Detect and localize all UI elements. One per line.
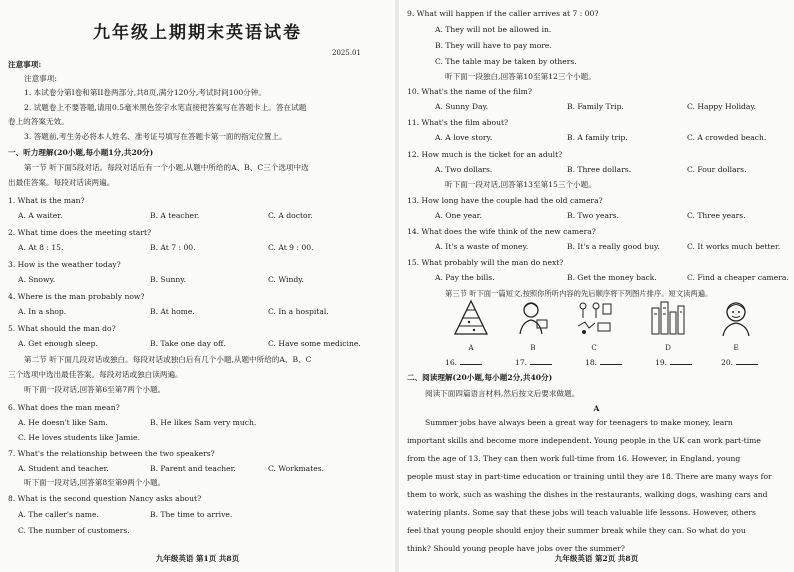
picture-label-b: B bbox=[530, 344, 536, 352]
smiling-boy-picture bbox=[717, 298, 755, 338]
option-3a: A. Snowy. bbox=[18, 275, 56, 284]
part-2-instruction-cont: 三个选项中选出最佳答案。每段对话或独白读两遍。 bbox=[8, 370, 183, 379]
activities-picture bbox=[575, 298, 613, 338]
question-4: 4. Where is the man probably now? bbox=[8, 292, 145, 301]
option-7a: A. Student and teacher. bbox=[18, 464, 109, 473]
option-9b: B. They will have to pay more. bbox=[435, 41, 552, 50]
listening-note: 听下面一段独白,回答第10至第12三个小题。 bbox=[445, 72, 596, 81]
part-instruction-cont: 出最佳答案。每段对话读两遍。 bbox=[8, 178, 115, 187]
option-1b: B. A teacher. bbox=[150, 211, 200, 220]
option-14b: B. It's a really good buy. bbox=[567, 242, 660, 251]
option-6b: B. He likes Sam very much. bbox=[150, 418, 257, 427]
exam-date: 2025.01 bbox=[332, 49, 361, 57]
answer-blank-19[interactable]: 19. bbox=[655, 356, 692, 368]
reading-instruction: 阅读下面四篇语言材料,然后按文后要求做题。 bbox=[425, 389, 580, 398]
passage-line: Summer jobs have always been a great way for teenagers to make money, learn bbox=[425, 418, 733, 427]
option-5c: C. Have some medicine. bbox=[268, 339, 361, 348]
option-11c: C. A crowded beach. bbox=[687, 133, 767, 142]
option-2c: C. At 9 : 00. bbox=[268, 243, 314, 252]
notes-intro: 注意事项: bbox=[24, 74, 57, 83]
passage-a bbox=[407, 414, 786, 558]
option-8c: C. The number of customers. bbox=[18, 526, 130, 535]
part-2-instruction: 第二节 听下面几段对话或独白。每段对话或独白后有几个小题,从题中所给的A、B、C bbox=[24, 355, 312, 364]
passage-line: watering plants. Some say that these jobs will teach valuable life lessons. However, others bbox=[407, 508, 756, 517]
passage-line: think? Should young people have jobs over the summer? bbox=[407, 544, 625, 553]
option-9c: C. The table may be taken by others. bbox=[435, 57, 577, 66]
option-5a: A. Get enough sleep. bbox=[18, 339, 98, 348]
note-1: 1. 本试卷分第I卷和第II卷两部分,共8页,满分120分,考试时间100分钟。 bbox=[24, 88, 266, 97]
option-6a: A. He doesn't like Sam. bbox=[18, 418, 108, 427]
option-14a: A. It's a waste of money. bbox=[435, 242, 529, 251]
option-13c: C. Three years. bbox=[687, 211, 746, 220]
question-1: 1. What is the man? bbox=[8, 196, 85, 205]
city-buildings-picture bbox=[649, 298, 687, 338]
option-10b: B. Family Trip. bbox=[567, 102, 624, 111]
option-14c: C. It works much better. bbox=[687, 242, 781, 251]
option-11b: B. A family trip. bbox=[567, 133, 628, 142]
section-heading: 一、听力理解(20小题,每小题1分,共20分) bbox=[8, 148, 154, 157]
question-2: 2. What time does the meeting start? bbox=[8, 228, 152, 237]
option-4a: A. In a shop. bbox=[18, 307, 67, 316]
question-14: 14. What does the wife think of the new camera? bbox=[407, 227, 596, 236]
picture-label-d: D bbox=[665, 344, 671, 352]
exam-title: 九年级上期期末英语试卷 bbox=[93, 23, 302, 43]
page-footer: 九年级英语 第1页 共8页 bbox=[155, 554, 240, 563]
question-12: 12. How much is the ticket for an adult? bbox=[407, 150, 563, 159]
notes-header: 注意事项: bbox=[8, 60, 42, 69]
answer-blank-16[interactable]: 16. bbox=[445, 356, 482, 368]
exam-page-1 bbox=[0, 0, 395, 572]
answer-blank-18[interactable]: 18. bbox=[585, 356, 622, 368]
question-10: 10. What's the name of the film? bbox=[407, 87, 532, 96]
listening-note: 听下面一段对话,回答第8至第9两个小题。 bbox=[24, 478, 166, 487]
part-3-instruction: 第三节 听下面一篇短文,按照你所听内容的先后顺序将下列图片排序。短文读两遍。 bbox=[445, 289, 713, 298]
option-6c: C. He loves students like Jamie. bbox=[18, 433, 140, 442]
note-3: 3. 答题前,考生务必将本人姓名、准考证号填写在答题卡第一面的指定位置上。 bbox=[24, 132, 287, 141]
option-7b: B. Parent and teacher. bbox=[150, 464, 236, 473]
question-8: 8. What is the second question Nancy asks about? bbox=[8, 494, 202, 503]
picture-label-c: C bbox=[591, 344, 597, 352]
option-11a: A. A love story. bbox=[435, 133, 493, 142]
question-13: 13. How long have the couple had the old camera? bbox=[407, 196, 603, 205]
passage-line: important skills and become more independent. Young people in the UK can work part-time bbox=[407, 436, 761, 445]
option-8b: B. The time to arrive. bbox=[150, 510, 233, 519]
answer-blank-20[interactable]: 20. bbox=[721, 356, 758, 368]
option-15a: A. Pay the bills. bbox=[435, 273, 495, 282]
option-12a: A. Two dollars. bbox=[435, 165, 493, 174]
option-4b: B. At home. bbox=[150, 307, 195, 316]
picture-label-a: A bbox=[468, 344, 474, 352]
passage-label: A bbox=[593, 404, 600, 413]
option-10c: C. Happy Holiday. bbox=[687, 102, 757, 111]
option-10a: A. Sunny Day. bbox=[435, 102, 489, 111]
option-12b: B. Three dollars. bbox=[567, 165, 632, 174]
exam-page-2 bbox=[399, 0, 794, 572]
listening-note: 听下面一段对话,回答第6至第7两个小题。 bbox=[24, 385, 166, 394]
option-13b: B. Two years. bbox=[567, 211, 619, 220]
question-5: 5. What should the man do? bbox=[8, 324, 116, 333]
note-2-cont: 卷上的答案无效。 bbox=[8, 117, 69, 126]
passage-line: feel that young people should enjoy their summer break while they can. So what do you bbox=[407, 526, 746, 535]
option-13a: A. One year. bbox=[435, 211, 482, 220]
question-3: 3. How is the weather today? bbox=[8, 260, 121, 269]
passage-line: from the age of 13. They can then work full-time from 16. However, in England, young bbox=[407, 454, 741, 463]
student-reading-picture bbox=[514, 298, 552, 338]
reading-section-heading: 二、阅读理解(20小题,每小题2分,共40分) bbox=[407, 373, 553, 382]
option-3c: C. Windy. bbox=[268, 275, 304, 284]
page-footer: 九年级英语 第2页 共8页 bbox=[554, 554, 639, 563]
option-4c: C. In a hospital. bbox=[268, 307, 329, 316]
option-1a: A. A waiter. bbox=[18, 211, 63, 220]
passage-line: them to work, such as washing the dishes in the restaurants, walking dogs, washing cars and bbox=[407, 490, 768, 499]
option-12c: C. Four dollars. bbox=[687, 165, 747, 174]
option-7c: C. Workmates. bbox=[268, 464, 325, 473]
listening-note: 听下面一段对话,回答第13至第15三个小题。 bbox=[445, 180, 596, 189]
answer-blank-17[interactable]: 17. bbox=[515, 356, 552, 368]
option-15c: C. Find a cheaper camera. bbox=[687, 273, 789, 282]
option-1c: C. A doctor. bbox=[268, 211, 313, 220]
pyramid-picture bbox=[452, 298, 490, 338]
option-2a: A. At 8 : 15. bbox=[18, 243, 64, 252]
part-instruction: 第一节 听下面5段对话。每段对话后有一个小题,从题中所给的A、B、C三个选项中选 bbox=[24, 163, 309, 172]
option-5b: B. Take one day off. bbox=[150, 339, 226, 348]
option-3b: B. Sunny. bbox=[150, 275, 186, 284]
picture-label-e: E bbox=[733, 344, 739, 352]
question-9: 9. What will happen if the caller arrives at 7 : 00? bbox=[407, 9, 599, 18]
question-6: 6. What does the man mean? bbox=[8, 403, 120, 412]
question-7: 7. What's the relationship between the two speakers? bbox=[8, 449, 215, 458]
option-8a: A. The caller's name. bbox=[18, 510, 99, 519]
option-15b: B. Get the money back. bbox=[567, 273, 657, 282]
passage-line: people must stay in part-time education or training until they are 18. There are many ways for bbox=[407, 472, 772, 481]
option-2b: B. At 7 : 00. bbox=[150, 243, 196, 252]
question-11: 11. What's the film about? bbox=[407, 118, 509, 127]
question-15: 15. What probably will the man do next? bbox=[407, 258, 564, 267]
option-9a: A. They will not be allowed in. bbox=[435, 25, 552, 34]
note-2: 2. 试题卷上不要答题,请用0.5毫米黑色签字水笔直接把答案写在答题卡上。答在试题 bbox=[24, 103, 307, 112]
